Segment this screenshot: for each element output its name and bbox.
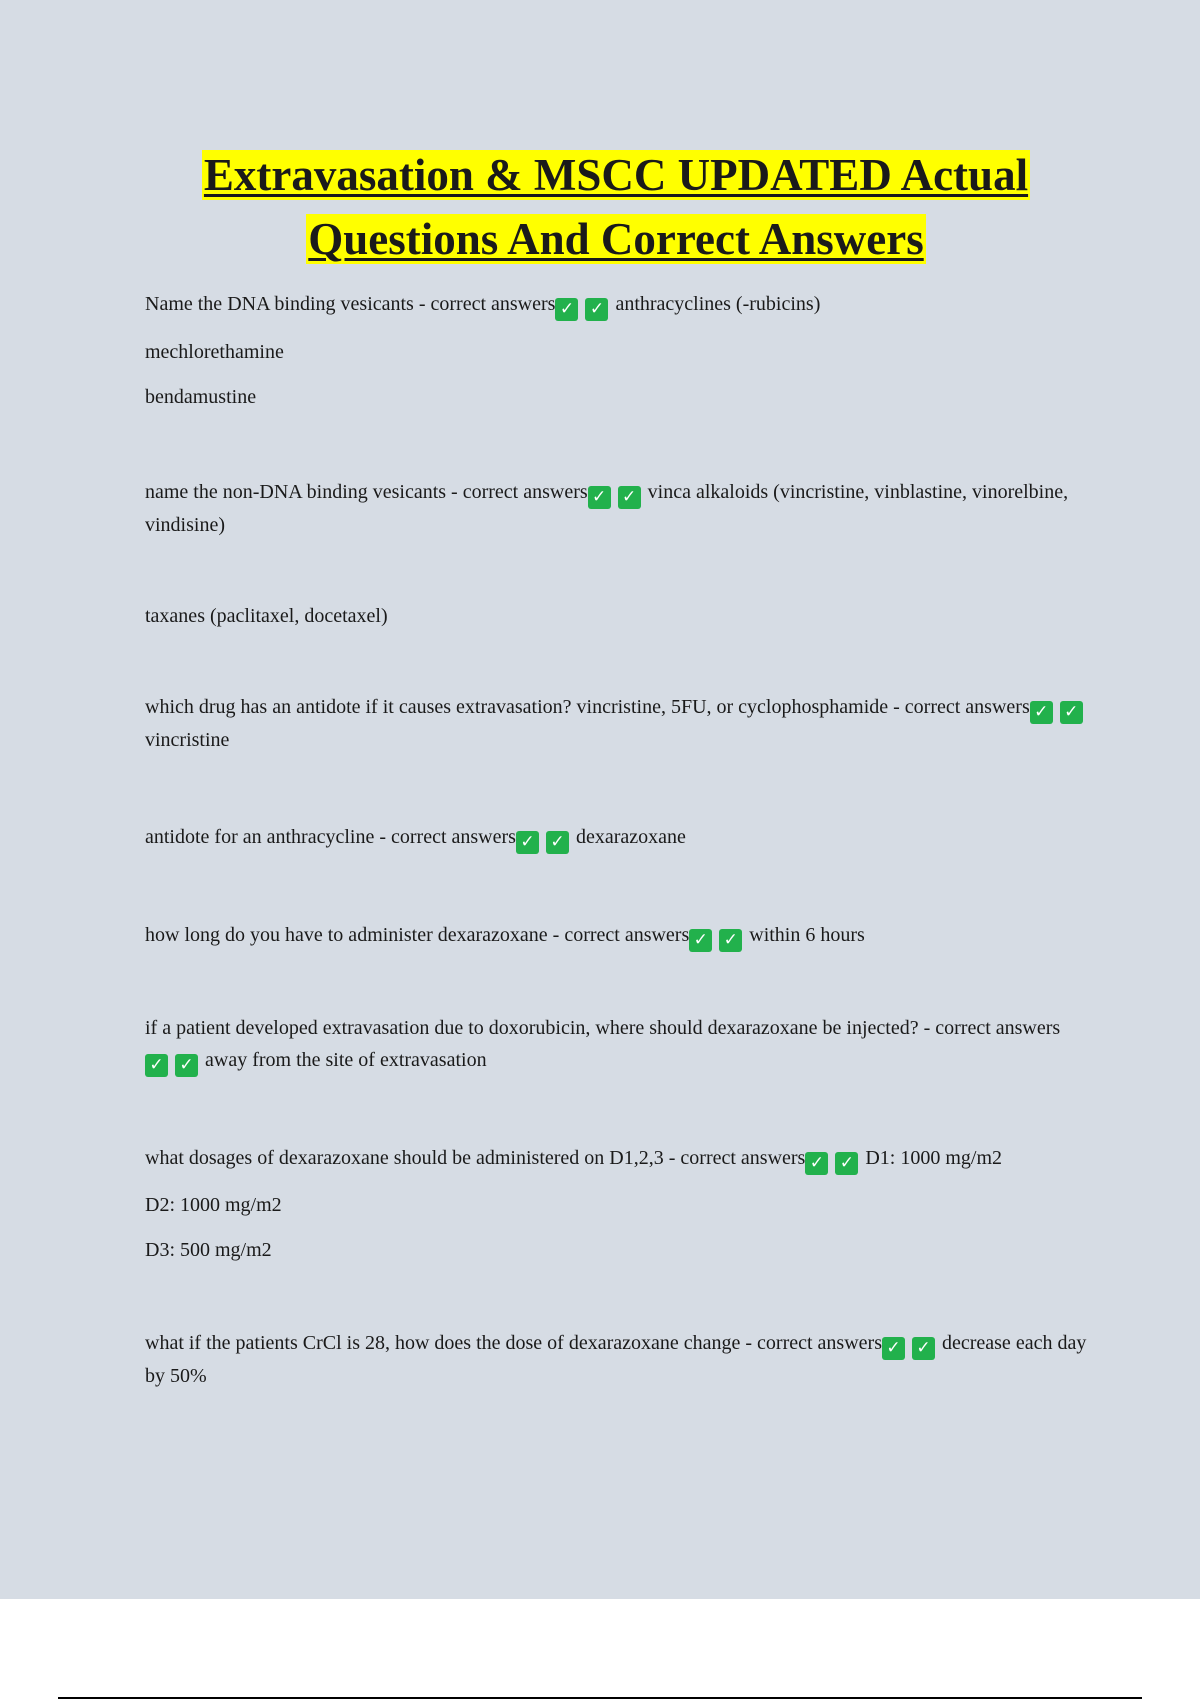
check-mark-icon: ✓ [912,1337,935,1360]
check-mark-icon: ✓ [588,486,611,509]
check-mark-icon: ✓ [618,486,641,509]
answer-line: mechlorethamine [145,341,284,363]
question-text: which drug has an antidote if it causes extravasation? vincristine, 5FU, or cyclophosphamide - correct answers [145,696,1030,718]
footer-divider [58,1697,1142,1699]
question-text: antidote for an anthracycline - correct answers [145,826,516,848]
check-mark-icon: ✓ [555,298,578,321]
answer-text: vincristine [145,729,230,751]
answer-text: D1: 1000 mg/m2 [865,1147,1003,1169]
check-mark-icon: ✓ [882,1337,905,1360]
qa-list [145,288,1090,1392]
question-text: how long do you have to administer dexarazoxane - correct answers [145,924,690,946]
answer-text: anthracyclines (-rubicins) [615,293,821,315]
check-mark-icon: ✓ [516,831,539,854]
document-title [60,143,1172,271]
check-mark-icon: ✓ [1060,701,1083,724]
answer-text: within 6 hours [749,924,865,946]
qa-entry [145,1142,1090,1175]
answer-text: vinca alkaloids (vincristine, vinblastine, vinorelbine, vindisine) [145,481,1069,536]
answer-line: taxanes (paclitaxel, docetaxel) [145,605,388,627]
qa-entry [145,476,1090,541]
check-mark-icon: ✓ [835,1152,858,1175]
qa-entry [145,919,1090,952]
check-mark-icon: ✓ [546,831,569,854]
question-text: if a patient developed extravasation due to doxorubicin, where should dexarazoxane be injected? - correct answers [145,1017,1061,1039]
qa-entry [145,691,1090,756]
answer-text: dexarazoxane [575,826,686,848]
answer-line: D3: 500 mg/m2 [145,1239,272,1261]
qa-entry [145,821,1090,854]
check-mark-icon: ✓ [805,1152,828,1175]
qa-entry [145,288,1090,321]
question-text: what if the patients CrCl is 28, how does the dose of dexarazoxane change - correct answers [145,1332,882,1354]
answer-text: away from the site of extravasation [205,1049,487,1071]
question-text: Name the DNA binding vesicants - correct answers [145,293,556,315]
question-text: name the non-DNA binding vesicants - correct answers [145,481,588,503]
qa-entry [145,1012,1090,1077]
check-mark-icon: ✓ [145,1054,168,1077]
answer-line: D2: 1000 mg/m2 [145,1194,282,1216]
check-mark-icon: ✓ [689,929,712,952]
answer-line: bendamustine [145,386,257,408]
qa-entry [145,1327,1090,1392]
question-text: what dosages of dexarazoxane should be administered on D1,2,3 - correct answers [145,1147,806,1169]
check-mark-icon: ✓ [175,1054,198,1077]
title-line-1: Extravasation & MSCC UPDATED Actual [203,150,1029,200]
check-mark-icon: ✓ [1030,701,1053,724]
title-line-2: Questions And Correct Answers [308,214,924,264]
check-mark-icon: ✓ [719,929,742,952]
answer-text: decrease each day by 50% [145,1332,1087,1387]
check-mark-icon: ✓ [585,298,608,321]
